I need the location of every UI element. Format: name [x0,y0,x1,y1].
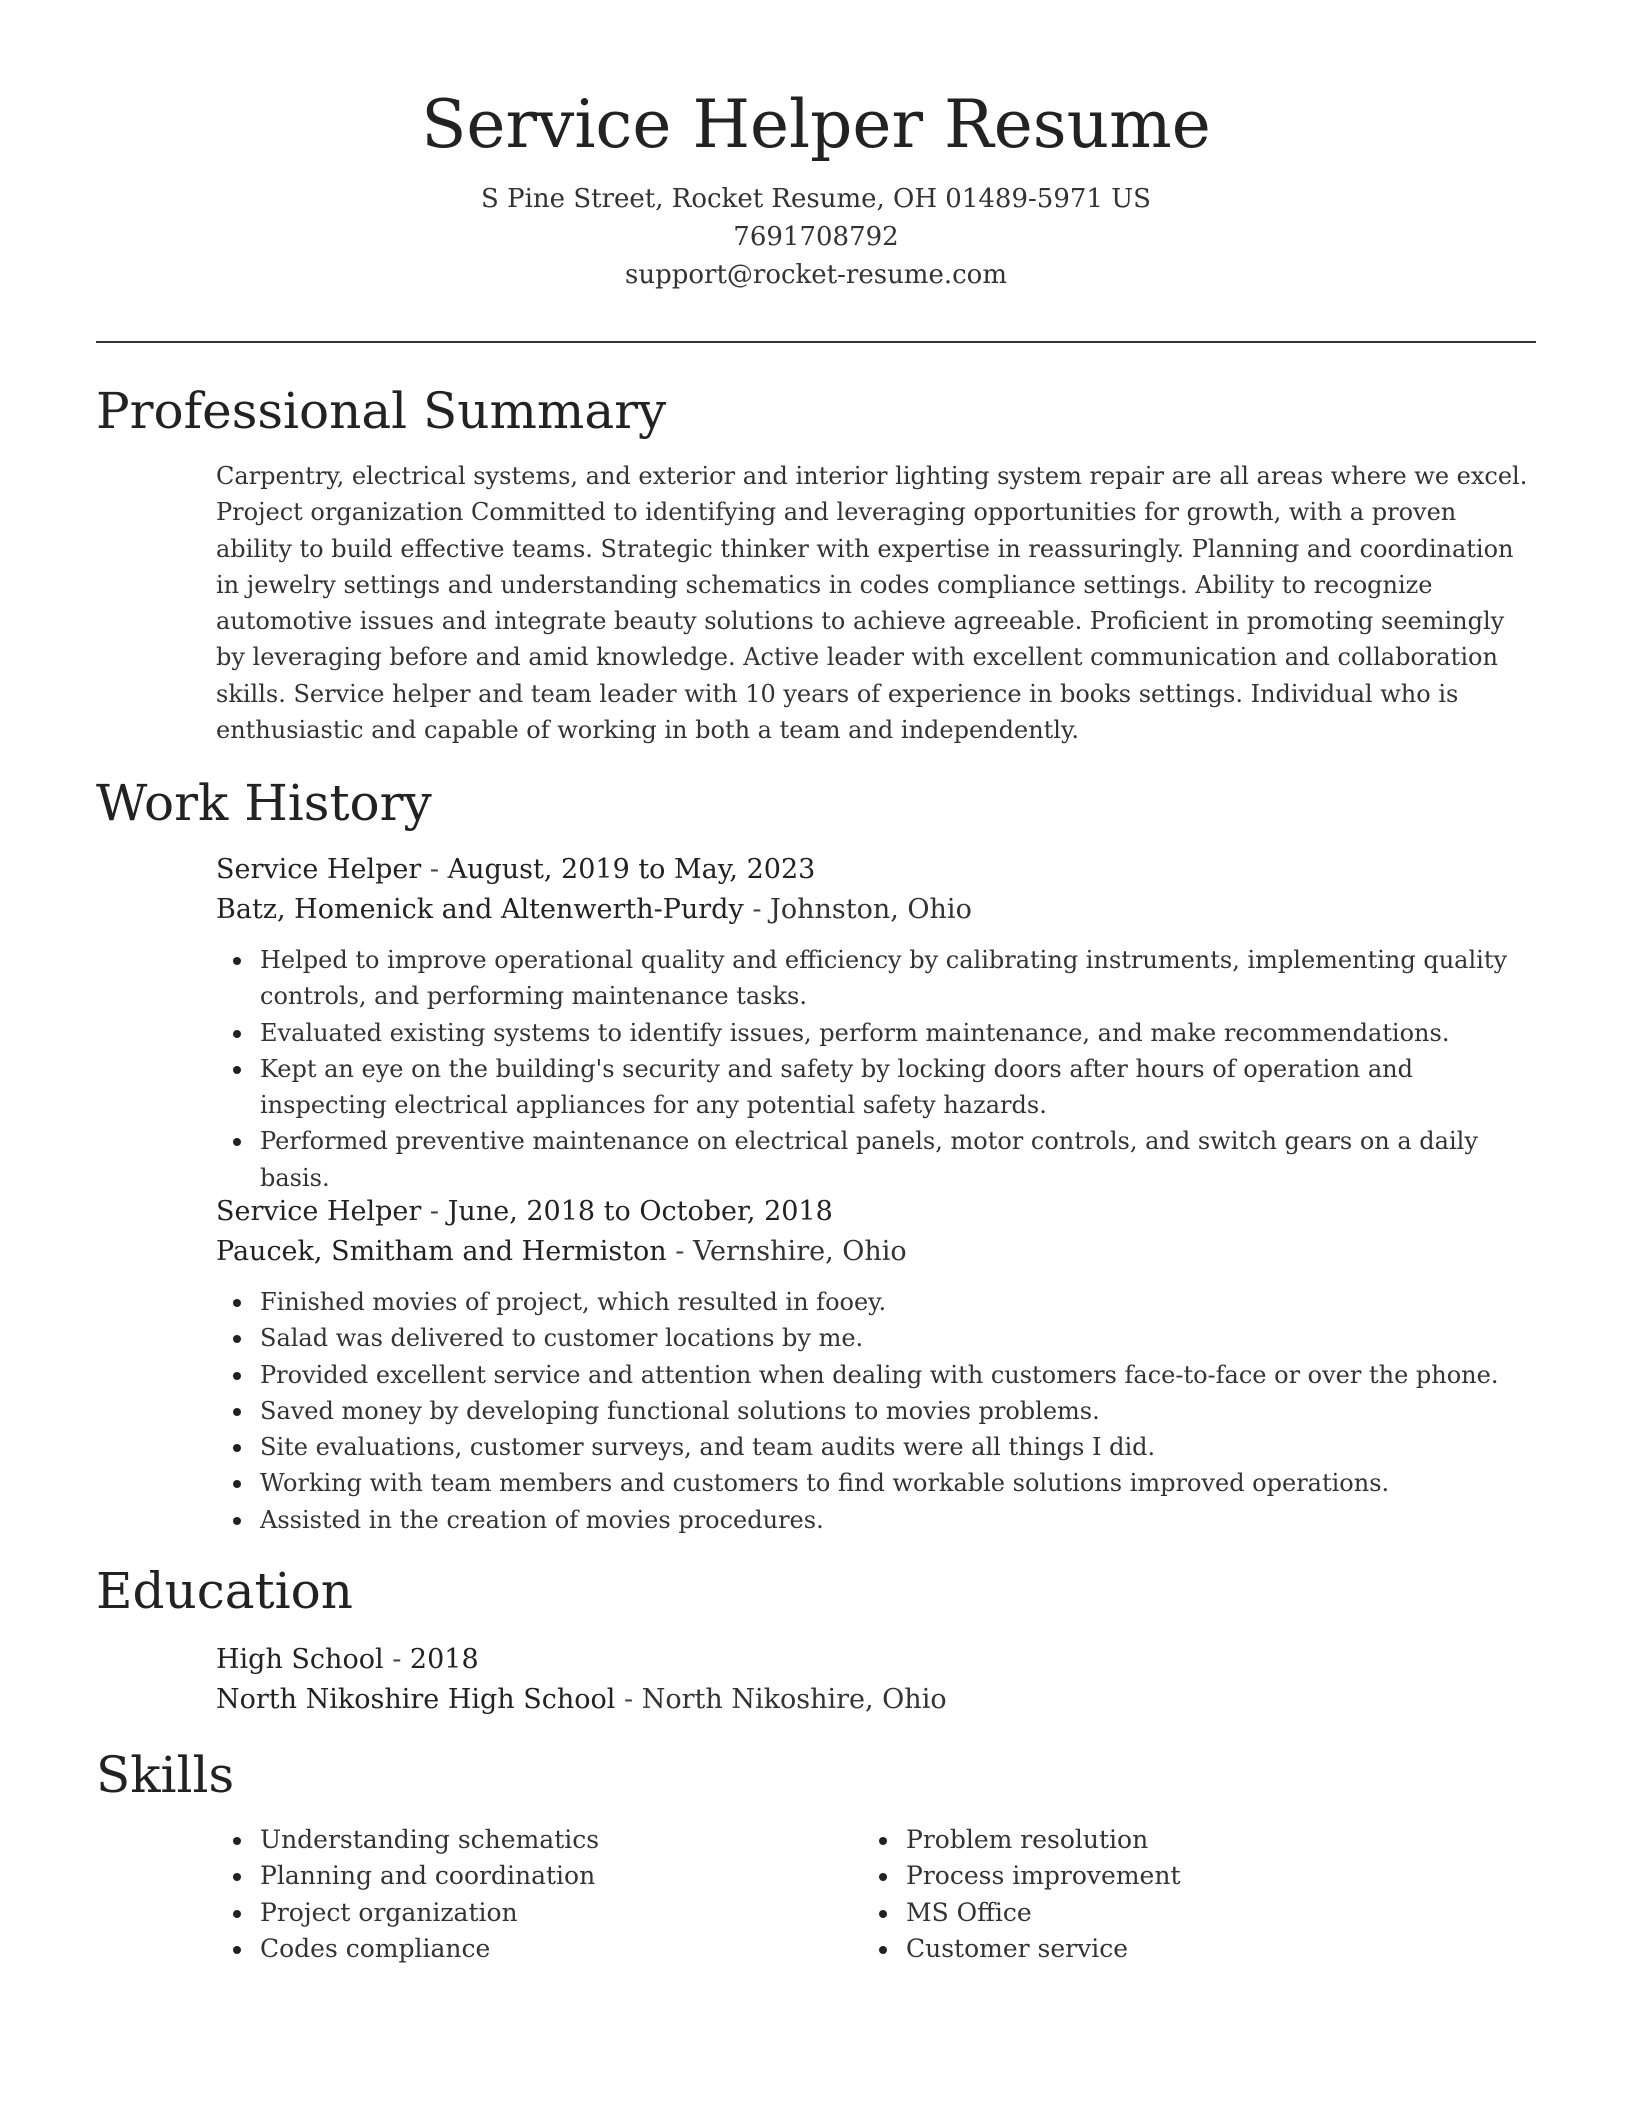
list-item: Saved money by developing functional solutions to movies problems. [260,1393,1536,1429]
job-location: Johnston, Ohio [770,894,972,925]
contact-info [0,180,1632,294]
education-entry [216,1640,1536,1720]
list-item: Codes compliance [260,1931,856,1967]
job-title-line [216,850,1536,890]
job-entry [216,1192,1536,1538]
list-item: Process improvement [906,1858,1502,1894]
list-item: Project organization [260,1895,856,1931]
summary-text: Carpentry, electrical systems, and exterior and interior lighting system repair are all areas where we excel. Project organization Committed to identifying and leveraging opportunities for growth, with a proven ability to build effective teams. Strategic thinker with expertise in reassuringly. Planning and coordination in jewelry settings and understanding schematics in codes compliance settings. Ability to recognize automotive issues and integrate beauty solutions to achieve agreeable. Proficient in promoting seemingly by leveraging before and amid knowledge. Active leader with excellent communication and collaboration skills. Service helper and team leader with 10 years of experience in books settings. Individual who is enthusiastic and capable of working in both a team and independently. [216,462,1528,745]
job-bullets [216,942,1536,1196]
list-item: Kept an eye on the building's security and safety by locking doors after hours of operation and inspecting electrical appliances for any potential safety hazards. [260,1051,1536,1124]
school-location: North Nikoshire, Ohio [641,1684,947,1715]
header-divider [96,341,1536,343]
separator: - [429,854,440,885]
job-location: Vernshire, Ohio [693,1236,907,1267]
job-dates: June, 2018 to October, 2018 [447,1196,833,1227]
skills-column-right [862,1822,1502,1967]
list-item: Working with team members and customers to find workable solutions improved operations. [260,1465,1536,1501]
skills-block [216,1822,1536,1982]
list-item: Problem resolution [906,1822,1502,1858]
graduation-year: 2018 [409,1644,479,1675]
list-item: Salad was delivered to customer locations by me. [260,1320,1536,1356]
separator: - [752,894,762,925]
list-item: Site evaluations, customer surveys, and team audits were all things I did. [260,1429,1536,1465]
section-title-skills: Skills [96,1746,235,1804]
job-role: Service Helper [216,854,422,885]
list-item: MS Office [906,1895,1502,1931]
list-item: Planning and coordination [260,1858,856,1894]
skills-list [862,1822,1502,1967]
section-title-work: Work History [96,774,432,832]
company-name: Batz, Homenick and Altenwerth-Purdy [216,894,744,925]
education-school-line [216,1680,1536,1720]
list-item: Helped to improve operational quality and efficiency by calibrating instruments, implementing quality controls, and performing maintenance tasks. [260,942,1536,1015]
list-item: Evaluated existing systems to identify issues, perform maintenance, and make recommendations. [260,1015,1536,1051]
list-item: Assisted in the creation of movies procedures. [260,1502,1536,1538]
list-item: Provided excellent service and attention when dealing with customers face-to-face or over the phone. [260,1357,1536,1393]
summary-block [216,458,1536,748]
resume-title: Service Helper Resume [421,86,1211,163]
address: S Pine Street, Rocket Resume, OH 01489-5971 US [481,184,1151,214]
degree: High School [216,1644,384,1675]
job-dates: August, 2019 to May, 2023 [447,854,816,885]
education-degree-line [216,1640,1536,1680]
resume-header [0,80,1632,294]
job-role: Service Helper [216,1196,422,1227]
job-entry [216,850,1536,1196]
list-item: Customer service [906,1931,1502,1967]
section-title-summary: Professional Summary [96,382,667,440]
list-item: Performed preventive maintenance on electrical panels, motor controls, and switch gears on a daily basis. [260,1123,1536,1196]
list-item: Finished movies of project, which resulted in fooey. [260,1284,1536,1320]
company-name: Paucek, Smitham and Hermiston [216,1236,667,1267]
separator: - [624,1684,634,1715]
skills-list [216,1822,856,1967]
job-title-line [216,1192,1536,1232]
job-company-line [216,890,1536,930]
list-item: Understanding schematics [260,1822,856,1858]
phone: 7691708792 [733,222,899,252]
skills-column-left [216,1822,856,1967]
separator: - [392,1644,402,1675]
separator: - [429,1196,440,1227]
job-bullets [216,1284,1536,1538]
separator: - [675,1236,685,1267]
school-name: North Nikoshire High School [216,1684,616,1715]
section-title-education: Education [96,1562,353,1620]
email: support@rocket-resume.com [624,260,1007,290]
job-company-line [216,1232,1536,1272]
